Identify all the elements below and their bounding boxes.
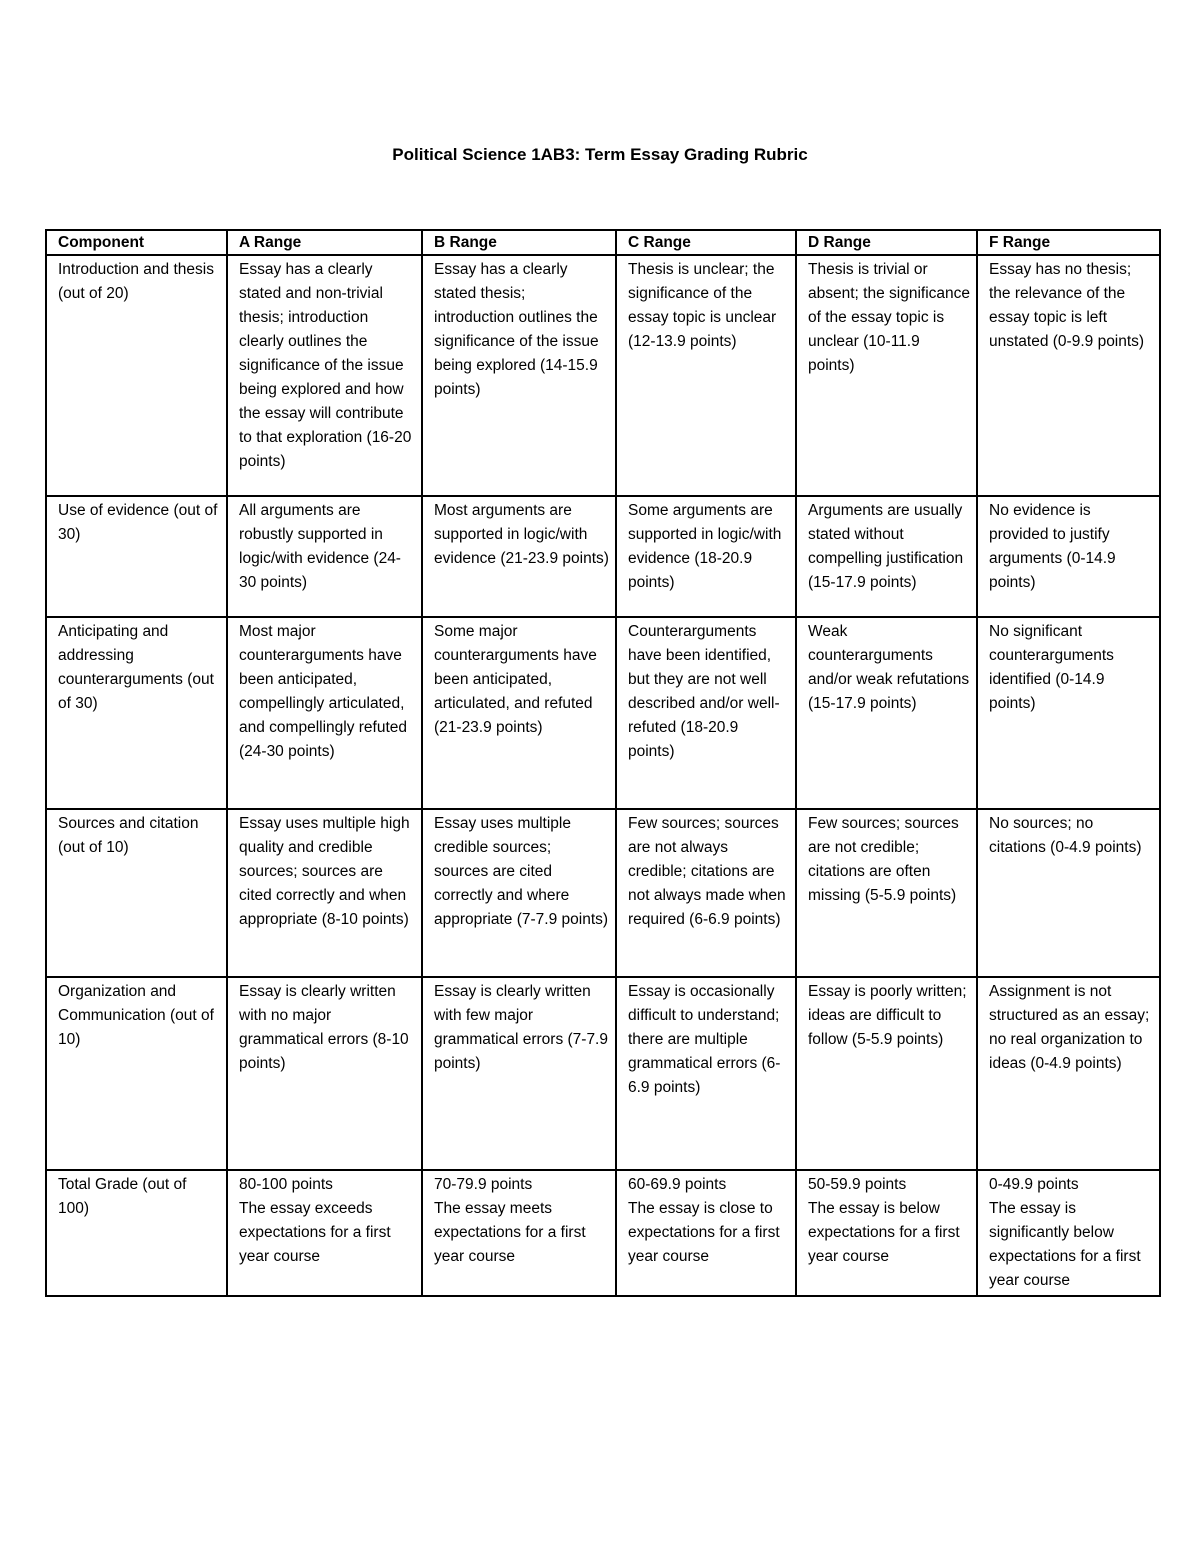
table-row (46, 617, 1160, 809)
cell-text: No significant counterarguments identified (0-14.9 points) (989, 623, 1114, 712)
header-d-range: D Range (796, 230, 977, 255)
header-row (46, 230, 1160, 255)
cell-text: Thesis is unclear; the significance of the essay topic is unclear (12-13.9 points) (628, 261, 777, 350)
header-c-range: C Range (616, 230, 796, 255)
component-cell (46, 977, 227, 1170)
c-range-cell (616, 617, 796, 809)
f-range-cell (977, 496, 1160, 617)
cell-text: Essay has a clearly stated thesis; introduction outlines the significance of the issue being explored (14-15.9 points) (434, 261, 599, 398)
cell-text: 50-59.9 points The essay is below expectations for a first year course (808, 1176, 960, 1265)
b-range-cell (422, 255, 616, 496)
component-cell (46, 617, 227, 809)
rubric-table (45, 229, 1161, 1297)
cell-text: Few sources; sources are not always credible; citations are not always made when required (6-6.9 points) (628, 815, 786, 928)
c-range-cell (616, 809, 796, 977)
f-range-cell (977, 1170, 1160, 1296)
header-f-range: F Range (977, 230, 1160, 255)
header-a-range: A Range (227, 230, 422, 255)
c-range-cell (616, 255, 796, 496)
f-range-cell (977, 617, 1160, 809)
b-range-cell (422, 1170, 616, 1296)
component-cell (46, 496, 227, 617)
a-range-cell (227, 617, 422, 809)
d-range-cell (796, 1170, 977, 1296)
cell-text: Assignment is not structured as an essay; no real organization to ideas (0-4.9 points) (989, 983, 1150, 1072)
table-row (46, 1170, 1160, 1296)
d-range-cell (796, 809, 977, 977)
cell-text: Some major counterarguments have been anticipated, articulated, and refuted (21-23.9 points) (434, 623, 597, 736)
cell-text: Total Grade (out of 100) (58, 1176, 187, 1217)
cell-text: Some arguments are supported in logic/with evidence (18-20.9 points) (628, 502, 782, 591)
component-cell (46, 1170, 227, 1296)
component-cell (46, 255, 227, 496)
cell-text: Most arguments are supported in logic/with evidence (21-23.9 points) (434, 502, 609, 567)
cell-text: Essay uses multiple credible sources; sources are cited correctly and where appropriate (7-7.9 points) (434, 815, 609, 928)
cell-text: Weak counterarguments and/or weak refutations (15-17.9 points) (808, 623, 970, 712)
f-range-cell (977, 255, 1160, 496)
cell-text: Essay is clearly written with few major grammatical errors (7-7.9 points) (434, 983, 608, 1072)
b-range-cell (422, 977, 616, 1170)
cell-text: Essay is clearly written with no major grammatical errors (8-10 points) (239, 983, 409, 1072)
cell-text: Most major counterarguments have been anticipated, compellingly articulated, and compellingly refuted (24-30 points) (239, 623, 408, 760)
a-range-cell (227, 1170, 422, 1296)
d-range-cell (796, 255, 977, 496)
cell-text: Anticipating and addressing counterarguments (out of 30) (58, 623, 214, 712)
table-row (46, 255, 1160, 496)
b-range-cell (422, 496, 616, 617)
cell-text: Introduction and thesis (out of 20) (58, 261, 214, 302)
a-range-cell (227, 255, 422, 496)
table-row (46, 809, 1160, 977)
b-range-cell (422, 809, 616, 977)
cell-text: 0-49.9 points The essay is significantly below expectations for a first year course (989, 1176, 1141, 1289)
cell-text: Essay uses multiple high quality and credible sources; sources are cited correctly and when appropriate (8-10 points) (239, 815, 410, 928)
cell-text: No evidence is provided to justify arguments (0-14.9 points) (989, 502, 1116, 591)
d-range-cell (796, 496, 977, 617)
cell-text: Thesis is trivial or absent; the significance of the essay topic is unclear (10-11.9 points) (808, 261, 970, 374)
header-component: Component (46, 230, 227, 255)
a-range-cell (227, 977, 422, 1170)
cell-text: Essay has no thesis; the relevance of the essay topic is left unstated (0-9.9 points) (989, 261, 1145, 350)
cell-text: Arguments are usually stated without compelling justification (15-17.9 points) (808, 502, 964, 591)
c-range-cell (616, 496, 796, 617)
cell-text: 70-79.9 points The essay meets expectations for a first year course (434, 1176, 586, 1265)
a-range-cell (227, 496, 422, 617)
cell-text: Essay has a clearly stated and non-trivial thesis; introduction clearly outlines the significance of the issue being explored and how the essay will contribute to that exploration (16-20 points) (239, 261, 412, 470)
cell-text: All arguments are robustly supported in logic/with evidence (24-30 points) (239, 502, 401, 591)
cell-text: Use of evidence (out of 30) (58, 502, 218, 543)
table-row (46, 977, 1160, 1170)
cell-text: Essay is occasionally difficult to understand; there are multiple grammatical errors (6-6.9 points) (628, 983, 781, 1096)
f-range-cell (977, 809, 1160, 977)
b-range-cell (422, 617, 616, 809)
cell-text: 80-100 points The essay exceeds expectations for a first year course (239, 1176, 391, 1265)
cell-text: 60-69.9 points The essay is close to expectations for a first year course (628, 1176, 780, 1265)
d-range-cell (796, 977, 977, 1170)
d-range-cell (796, 617, 977, 809)
page-title: Political Science 1AB3: Term Essay Grading Rubric (392, 145, 808, 164)
f-range-cell (977, 977, 1160, 1170)
component-cell (46, 809, 227, 977)
header-b-range: B Range (422, 230, 616, 255)
c-range-cell (616, 977, 796, 1170)
cell-text: Counterarguments have been identified, but they are not well described and/or well-refuted (18-20.9 points) (628, 623, 780, 760)
c-range-cell (616, 1170, 796, 1296)
cell-text: Sources and citation (out of 10) (58, 815, 199, 856)
cell-text: Few sources; sources are not credible; citations are often missing (5-5.9 points) (808, 815, 959, 904)
cell-text: Organization and Communication (out of 10) (58, 983, 214, 1048)
cell-text: Essay is poorly written; ideas are difficult to follow (5-5.9 points) (808, 983, 967, 1048)
table-row (46, 496, 1160, 617)
a-range-cell (227, 809, 422, 977)
cell-text: No sources; no citations (0-4.9 points) (989, 815, 1142, 856)
